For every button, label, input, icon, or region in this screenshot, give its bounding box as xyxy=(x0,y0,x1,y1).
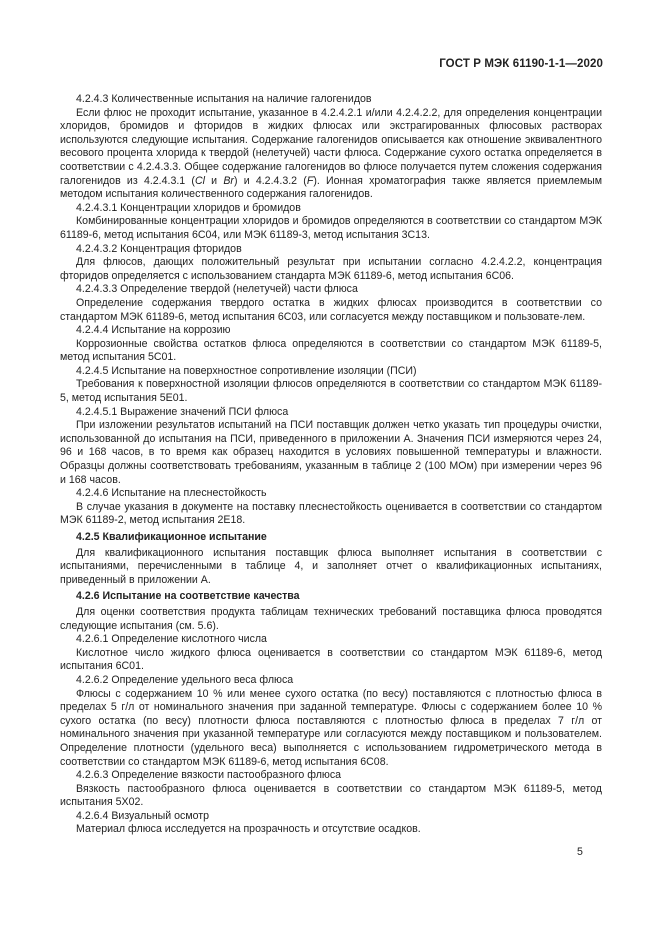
document-header: ГОСТ Р МЭК 61190-1-1—2020 xyxy=(439,58,603,70)
clause-text: Для флюсов, дающих положительный результат при испытании согласно 4.2.4.2.2, концентрация фторидов определяется с использованием стандарта МЭК 61189-6, метод испытания 6С06. xyxy=(60,256,602,282)
clause-text: Комбинированные концентрации хлоридов и бромидов определяются в соответствии со стандартом МЭК 61189-6, метод испытания 6С04, или МЭК 61189-3, метод испытания 3С13. xyxy=(60,215,602,241)
clause-heading: 4.2.6.2 Определение удельного веса флюса xyxy=(76,673,294,686)
clause-text: Кислотное число жидкого флюса оценивается в соответствии со стандартом МЭК 61189-6, метод испытания 6С01. xyxy=(60,646,602,673)
clause-text: Коррозионные свойства остатков флюса определяются в соответствии со стандартом МЭК 61189-5, метод испытания 5С01. xyxy=(60,337,602,364)
clause-heading: 4.2.4.3.3 Определение твердой (нелетучей) части флюса xyxy=(76,283,358,296)
clause-text: Для квалификационного испытания поставщик флюса выполняет испытания в соответствии с испытаниями, перечисленными в таблице 4, и заполняет отчет о квалификационных испытаниях, приведенный в приложении А. xyxy=(60,546,602,586)
clause-heading: 4.2.6.4 Визуальный осмотр xyxy=(76,809,210,822)
clause-heading: 4.2.6.3 Определение вязкости пастообразного флюса xyxy=(76,769,342,782)
clause-text: Вязкость пастообразного флюса оценивается в соответствии со стандартом МЭК 61189-5, метод испытания 5Х02. xyxy=(60,782,602,809)
page-number: 5 xyxy=(577,846,583,858)
clause-text: Если флюс не проходит испытание, указанное в 4.2.4.2.1 и/или 4.2.4.2.2, для определения концентрации хлоридов, бромидов и фторидов в жидких флюсах или экстрагированных флюсовых растворах используются следующие испытания. Содержание галогенидов описывается как отношение эквивалентного весового процента хлорида к твердой (нелетучей) части флюса. Содержание сухого остатка определяется в соответствии с 4.2.4.3.3. Общее содержание галогенидов во флюсе получается путем сложения содержания галогенидов из 4.2.4.3.1 (Cl и Br) и 4.2.4.3.2 (F). Ионная хроматография также является приемлемым методом испытания количественного содержания галогенидов. xyxy=(60,106,603,201)
clause-heading: 4.2.4.5 Испытание на поверхностное сопротивление изоляции (ПСИ) xyxy=(76,364,417,377)
clause-text: Материал флюса исследуется на прозрачность и отсутствие осадков. xyxy=(76,823,421,836)
clause-text: Определение содержания твердого остатка в жидких флюсах производится в соответствии со стандартом МЭК 61189-6, метод испытания 6С03, или согласуется между поставщиком и пользовате-лем. xyxy=(60,296,602,323)
clause-heading: 4.2.4.6 Испытание на плеснестойкость xyxy=(76,487,267,500)
clause-text: Для оценки соответствия продукта таблицам технических требований поставщика флюса проводятся следующие испытания (см. 5.6). xyxy=(60,605,602,632)
clause-heading: 4.2.4.4 Испытание на коррозию xyxy=(76,324,231,337)
clause-heading: 4.2.4.3 Количественные испытания на наличие галогенидов xyxy=(76,93,372,105)
clause-heading: 4.2.4.3.1 Концентрации хлоридов и бромидов xyxy=(76,201,301,214)
section-heading: 4.2.5 Квалификационное испытание xyxy=(76,531,267,543)
clause-text: Флюсы с содержанием 10 % или менее сухого остатка (по весу) поставляются с плотностью флюса в пределах 5 г/л от номинального значения при заданной температуре. Флюсы с содержанием более 10 % сухого остатка (по весу) плотности флюса поставляются с плотностью флюса в пределах 7 г/л от номинального значения при указанной температуре или согласуются между поставщиком и пользователем. Определение плотности (удельного веса) выполняется с использованием гидрометрического метода в соответствии со стандартом МЭК 61189-6, метод испытания 6С08. xyxy=(60,687,602,768)
document-body xyxy=(60,93,602,837)
clause-heading: 4.2.6.1 Определение кислотного числа xyxy=(76,633,267,646)
clause-heading: 4.2.4.3.2 Концентрация фторидов xyxy=(76,242,242,255)
clause-text: В случае указания в документе на поставку плеснестойкость оценивается в соответствии со стандартом МЭК 61189-2, метод испытания 2Е18. xyxy=(60,500,602,527)
clause-text: При изложении результатов испытаний на ПСИ поставщик должен четко указать тип процедуры очистки, использованной до испытания на ПСИ, приведенного в приложении А. Значения ПСИ измеряются через 24, 96 и 168 часов, в то время как образец находится в условиях повышенной температуры и влажности. Образцы должны соответствовать требованиям, указанным в таблице 2 (100 МОм) при измерении через 96 и 168 часов. xyxy=(60,419,602,486)
section-heading: 4.2.6 Испытание на соответствие качества xyxy=(76,590,300,603)
clause-text: Требования к поверхностной изоляции флюсов определяются в соответствии со стандартом МЭК 61189-5, метод испытания 5Е01. xyxy=(60,378,602,405)
clause-heading: 4.2.4.5.1 Выражение значений ПСИ флюса xyxy=(76,405,289,418)
